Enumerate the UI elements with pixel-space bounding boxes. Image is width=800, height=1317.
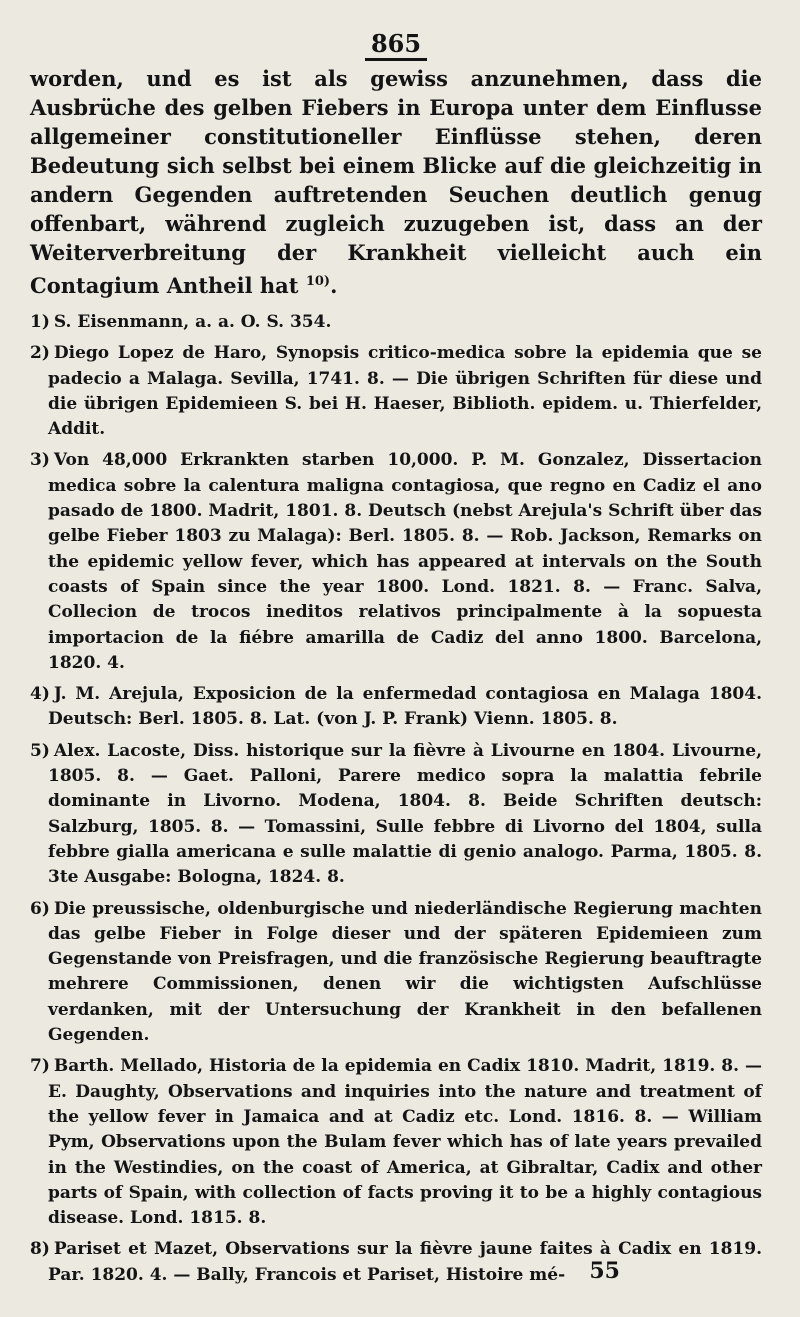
signature-mark: 55 (589, 1258, 620, 1284)
footnote-5: 5) Alex. Lacoste, Diss. historique sur la fièvre à Livourne en 1804. Livourne, 1805. 8. — Gaet. Palloni, Parere medico sopra la malattia febrile dominante in Livorno. Modena, 1804. 8. Beide Schriften deutsch: Salzburg, 1805. 8. — Tomassini, Sulle febbre di Livorno del 1804, sulla febbre gialla americana e sulle malattie di genio analogo. Parma, 1805. 8. 3te Ausgabe: Bologna, 1824. 8. (30, 740, 762, 888)
body-paragraph: worden, und es ist als gewiss anzunehmen, dass die Ausbrüche des gelben Fiebers in Europa unter dem Einflusse allgemeiner constitutioneller Einflüsse stehen, deren Bedeutung sich selbst bei einem Blicke auf die gleichzeitig in andern Gegenden auftretenden Seuchen deutlich genug offenbart, während zugleich zuzugeben ist, dass an der Weiterverbreitung der Krankheit vielleicht auch ein Contagium Antheil hat $^{10)}$. (30, 66, 762, 298)
footnotes-list (30, 310, 762, 1288)
footnote-4: 4) J. M. Arejula, Exposicion de la enfermedad contagiosa en Malaga 1804. Deutsch: Berl. 1805. 8. Lat. (von J. P. Frank) Vienn. 1805. 8. (30, 684, 762, 730)
footnote-reference: 10) (305, 274, 331, 289)
footnote-7: 7) Barth. Mellado, Historia de la epidemia en Cadix 1810. Madrit, 1819. 8. — E. Daughty, Observations and inquiries into the nature and treatment of the yellow fever in Jamaica and at Cadiz etc. Lond. 1816. 8. — William Pym, Observations upon the Bulam fever which has of late years prevailed in the Westindies, on the coast of America, at Gibraltar, Cadix and other parts of Spain, with collection of facts proving it to be a highly contagious disease. Lond. 1815. 8. (30, 1056, 762, 1229)
page-number: 865 (30, 28, 762, 60)
footnote-2: 2) Diego Lopez de Haro, Synopsis critico-medica sobre la epidemia que se padecio a Malaga. Sevilla, 1741. 8. — Die übrigen Schriften für diese und die übrigen Epidemieen S. bei H. Haeser, Biblioth. epidem. u. Thierfelder, Addit. (30, 343, 762, 440)
footnote-1: 1) S. Eisenmann, a. a. O. S. 354. (30, 312, 332, 332)
footnote-6: 6) Die preussische, oldenburgische und niederländische Regierung machten das gelbe Fieber in Folge dieser und der späteren Epidemieen zum Gegenstande von Preisfragen, und die französische Regierung beauftragte mehrere Commissionen, denen wir die wichtigsten Aufschlüsse verdanken, mit der Untersuchung der Krankheit in den befallenen Gegenden. (30, 898, 762, 1046)
footnote-8: 8) Pariset et Mazet, Observations sur la fièvre jaune faites à Cadix en 1819. Par. 1820. 4. — Bally, Francois et Pariset, Histoire mé- (30, 1239, 762, 1285)
footnote-3: 3) Von 48,000 Erkrankten starben 10,000. P. M. Gonzalez, Dissertacion medica sobre la calentura maligna contagiosa, que regno en Cadiz el ano pasado de 1800. Madrit, 1801. 8. Deutsch (nebst Arejula's Schrift über das gelbe Fieber 1803 zu Malaga): Berl. 1805. 8. — Rob. Jackson, Remarks on the epidemic yellow fever, which has appeared at intervals on the South coasts of Spain since the year 1800. Lond. 1821. 8. — Franc. Salva, Collecion de trocos ineditos relativos principalmente à la sopuesta importacion de la fiébre amarilla de Cadiz del anno 1800. Barcelona, 1820. 4. (30, 450, 762, 673)
